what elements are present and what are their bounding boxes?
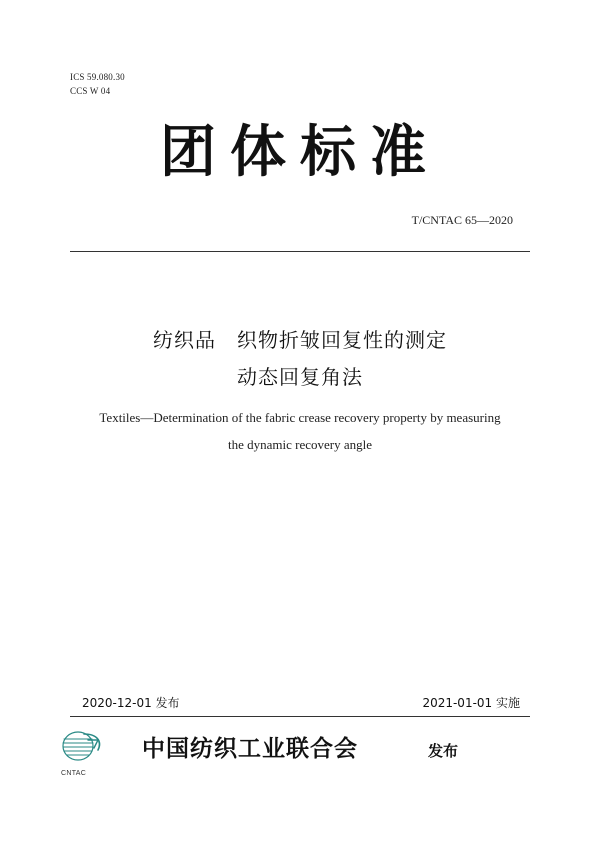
standard-number: T/CNTAC 65—2020: [411, 213, 513, 227]
logo-globe-outline: [63, 732, 93, 760]
logo-caption: CNTAC: [61, 770, 87, 777]
chinese-title-line-1: 纺织品 织物折皱回复性的测定: [153, 328, 447, 352]
ccs-code: CCS W 04: [70, 86, 111, 96]
cntac-logo-graphic: [58, 728, 104, 762]
publisher-organization: 中国纺织工业联合会: [142, 736, 358, 762]
issue-date: 2020-12-01 发布: [82, 696, 180, 710]
english-title-line-2: the dynamic recovery angle: [227, 437, 372, 452]
top-divider: [70, 251, 530, 252]
chinese-title-line-2: 动态回复角法: [237, 365, 363, 389]
english-title-line-1: Textiles—Determination of the fabric crease recovery property by measuring: [99, 410, 501, 425]
implementation-date: 2021-01-01 实施: [422, 696, 520, 710]
publish-label: 发布: [428, 742, 459, 760]
ics-code: ICS 59.080.30: [70, 72, 125, 82]
bottom-divider: [70, 716, 530, 717]
document-type-title: 团体标准: [160, 120, 440, 185]
cntac-logo-icon: [58, 728, 104, 762]
